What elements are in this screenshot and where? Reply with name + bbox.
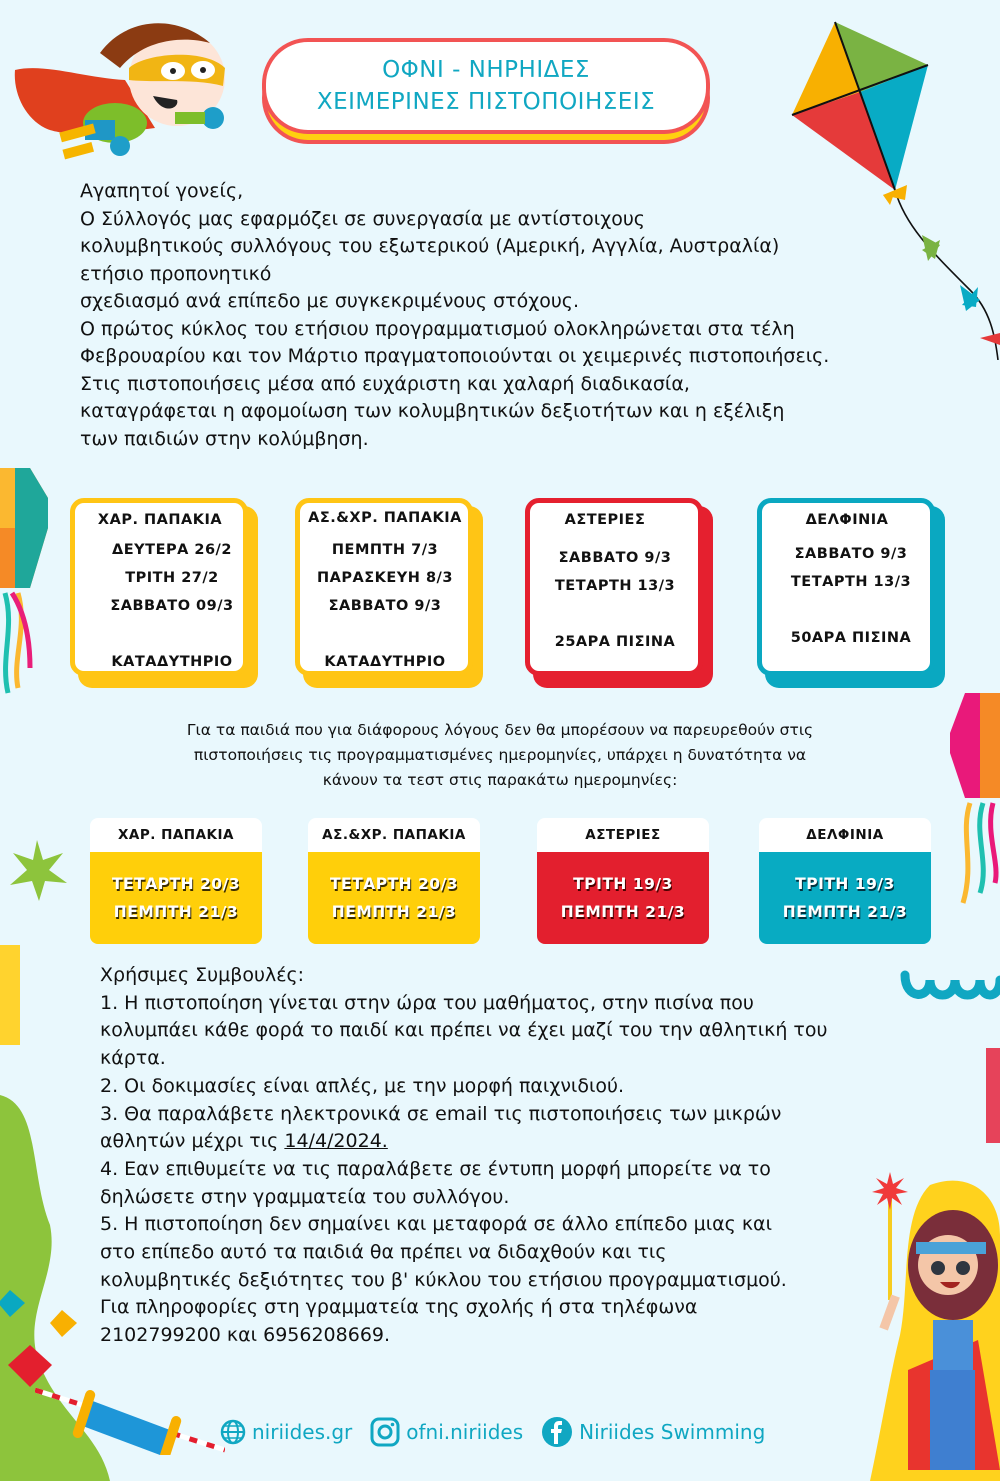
card-group: ΔΕΛΦΙΝΙΑ	[805, 512, 889, 528]
card-group: ΑΣ.&ΧΡ. ΠΑΠΑΚΙΑ	[308, 510, 462, 526]
card-date: ΣΑΒΒΑΤΟ 9/3	[328, 598, 442, 614]
deadline-date: 14/4/2024.	[284, 1130, 388, 1153]
card-location: 25ΑΡΑ ΠΙΣΙΝΑ	[554, 634, 676, 650]
instagram-link[interactable]	[370, 1417, 523, 1447]
alternate-dates-note	[60, 718, 940, 793]
tip-line: 5. Η πιστοποίηση δεν σημαίνει και μεταφορά σε άλλο επίπεδο μιας και	[100, 1213, 772, 1236]
note-line: κάνουν τα τεστ στις παρακάτω ημερομηνίες:	[322, 771, 678, 789]
intro-line: καταγράφεται η αφομοίωση των κολυμβητικών δεξιοτήτων και η εξέλιξη	[80, 400, 785, 422]
tip-line: Για πληροφορίες στη γραμματεία της σχολής ή στα τηλέφωνα	[100, 1296, 698, 1319]
tips-title: Χρήσιμες Συμβουλές:	[100, 964, 305, 986]
lantern-right-illustration	[945, 693, 1000, 908]
tip-line: 2102799200 και 6956208669.	[100, 1324, 391, 1347]
facebook-icon	[541, 1416, 573, 1448]
schedule-card-xar-papakia	[70, 498, 250, 673]
intro-line: Φεβρουαρίου και τον Μάρτιο πραγματοποιούνται οι χειμερινές πιστοποιήσεις.	[80, 345, 830, 367]
intro-line: κολυμβητικούς συλλόγους του εξωτερικού (Αμερική, Αγγλία, Αυστραλία)	[80, 235, 780, 257]
intro-line: Αγαπητοί γονείς,	[80, 180, 244, 202]
superhero-boy-illustration	[5, 8, 225, 163]
intro-line: ετήσιο προπονητικό	[80, 262, 272, 285]
alt-card-group: ΑΣ.&ΧΡ. ΠΑΠΑΚΙΑ	[308, 818, 480, 852]
card-date: ΣΑΒΒΑΤΟ 09/3	[110, 598, 234, 614]
card-date: ΣΑΒΒΑΤΟ 9/3	[794, 546, 908, 562]
alt-card-date: ΠΕΜΠΤΗ 21/3	[331, 903, 457, 921]
alt-card-date: ΤΡΙΤΗ 19/3	[795, 875, 895, 893]
title-line-2: ΧΕΙΜΕΡΙΝΕΣ ΠΙΣΤΟΠΟΙΗΣΕΙΣ	[316, 89, 656, 115]
card-date: ΔΕΥΤΕΡΑ 26/2	[112, 542, 232, 558]
schedule-card-asteries	[525, 498, 705, 673]
intro-line: Ο πρώτος κύκλος του ετήσιου προγραμματισμού ολοκληρώνεται στα τέλη	[80, 317, 795, 340]
intro-line: Ο Σύλλογός μας εφαρμόζει σε συνεργασία με αντίστοιχους	[80, 207, 645, 230]
intro-line: σχεδιασμό ανά επίπεδο με συγκεκριμένους στόχους.	[80, 290, 580, 312]
useful-tips	[100, 962, 940, 1350]
tip-line: 4. Εαν επιθυμείτε να τις παραλάβετε σε έντυπη μορφή μπορείτε να το	[100, 1157, 771, 1180]
schedule-card-as-xr-papakia	[295, 498, 475, 673]
red-tape-decoration	[986, 1048, 1000, 1143]
card-location: 50ΑΡΑ ΠΙΣΙΝΑ	[790, 630, 912, 646]
card-location: ΚΑΤΑΔΥΤΗΡΙΟ	[111, 654, 233, 670]
tip-line: δηλώσετε στην γραμματεία του συλλόγου.	[100, 1185, 510, 1208]
alternate-card-delfinia	[759, 818, 931, 944]
tip-line: κολυμπάει κάθε φορά το παιδί και πρέπει να έχει μαζί του την αθλητική του	[100, 1019, 828, 1042]
title-banner-box	[262, 38, 710, 134]
alt-card-date: ΠΕΜΠΤΗ 21/3	[113, 903, 239, 921]
card-group: ΑΣΤΕΡΙΕΣ	[564, 512, 646, 528]
alt-card-date: ΠΕΜΠΤΗ 21/3	[782, 903, 908, 921]
website-link[interactable]	[220, 1419, 352, 1445]
card-date: ΠΑΡΑΣΚΕΥΗ 8/3	[317, 570, 453, 586]
tip-line-deadline	[100, 1128, 940, 1156]
social-footer	[220, 1412, 783, 1452]
card-group: ΧΑΡ. ΠΑΠΑΚΙΑ	[97, 512, 223, 528]
card-date: ΣΑΒΒΑΤΟ 9/3	[558, 550, 672, 566]
alt-card-group: ΑΣΤΕΡΙΕΣ	[537, 818, 709, 852]
title-banner	[262, 38, 710, 138]
schedule-card-delfinia	[757, 498, 937, 673]
intro-line: των παιδιών στην κολύμβηση.	[80, 427, 369, 450]
alt-card-group: ΧΑΡ. ΠΑΠΑΚΙΑ	[90, 818, 262, 852]
alternate-card-asteries	[537, 818, 709, 944]
note-line: Για τα παιδιά που για διάφορους λόγους δεν θα μπορέσουν να παρευρεθούν στις	[186, 721, 814, 739]
lantern-left-illustration	[0, 468, 50, 698]
alt-card-date: ΠΕΜΠΤΗ 21/3	[560, 903, 686, 921]
alt-card-date: ΤΡΙΤΗ 19/3	[573, 875, 673, 893]
yellow-tape-decoration	[0, 945, 20, 1045]
intro-text	[80, 178, 950, 453]
card-date: ΤΕΤΑΡΤΗ 13/3	[790, 574, 912, 590]
tip-line: στο επίπεδο αυτό τα παιδιά θα πρέπει να διδαχθούν και τις	[100, 1241, 667, 1264]
card-date: ΤΡΙΤΗ 27/2	[125, 570, 219, 586]
title-line-1: ΟΦΝΙ - ΝΗΡΗΙΔΕΣ	[382, 57, 590, 83]
card-date: ΤΕΤΑΡΤΗ 13/3	[554, 578, 676, 594]
facebook-link[interactable]	[541, 1416, 765, 1448]
intro-line: Στις πιστοποιήσεις μέσα από ευχάριστη και χαλαρή διαδικασία,	[80, 372, 690, 395]
note-line: πιστοποιήσεις τις προγραμματισμένες ημερομηνίες, υπάρχει η δυνατότητα να	[193, 746, 807, 764]
alternate-card-xar-papakia	[90, 818, 262, 944]
alt-card-group: ΔΕΛΦΙΝΙΑ	[759, 818, 931, 852]
card-location: ΚΑΤΑΔΥΤΗΡΙΟ	[324, 654, 446, 670]
tip-line: κάρτα.	[100, 1047, 166, 1070]
tip-line: αθλητών μέχρι τις	[100, 1130, 285, 1153]
tip-line: 2. Οι δοκιμασίες είναι απλές, με την μορφή παιχνιδιού.	[100, 1074, 625, 1097]
alt-card-dates	[90, 852, 262, 944]
alt-card-dates	[759, 852, 931, 944]
instagram-text: ofni.niriides	[406, 1420, 524, 1444]
alternate-card-as-xr-papakia	[308, 818, 480, 944]
facebook-text: Niriides Swimming	[579, 1420, 766, 1444]
globe-www-icon	[220, 1419, 246, 1445]
instagram-icon	[370, 1417, 400, 1447]
card-date: ΠΕΜΠΤΗ 7/3	[331, 542, 439, 558]
tip-line: 3. Θα παραλάβετε ηλεκτρονικά σε email τις πιστοποιήσεις των μικρών	[100, 1102, 782, 1125]
kite-spool-illustration	[35, 1375, 225, 1455]
alt-card-date: ΤΕΤΑΡΤΗ 20/3	[111, 875, 241, 893]
alt-card-dates	[308, 852, 480, 944]
alt-card-date: ΤΕΤΑΡΤΗ 20/3	[329, 875, 459, 893]
alt-card-dates	[537, 852, 709, 944]
tip-line: κολυμβητικές δεξιότητες του β' κύκλου του ετήσιου προγραμματισμού.	[100, 1268, 787, 1291]
website-text: niriides.gr	[252, 1420, 353, 1444]
green-star-decoration	[5, 835, 70, 905]
tip-line: 1. Η πιστοποίηση γίνεται στην ώρα του μαθήματος, στην πισίνα που	[100, 991, 754, 1014]
